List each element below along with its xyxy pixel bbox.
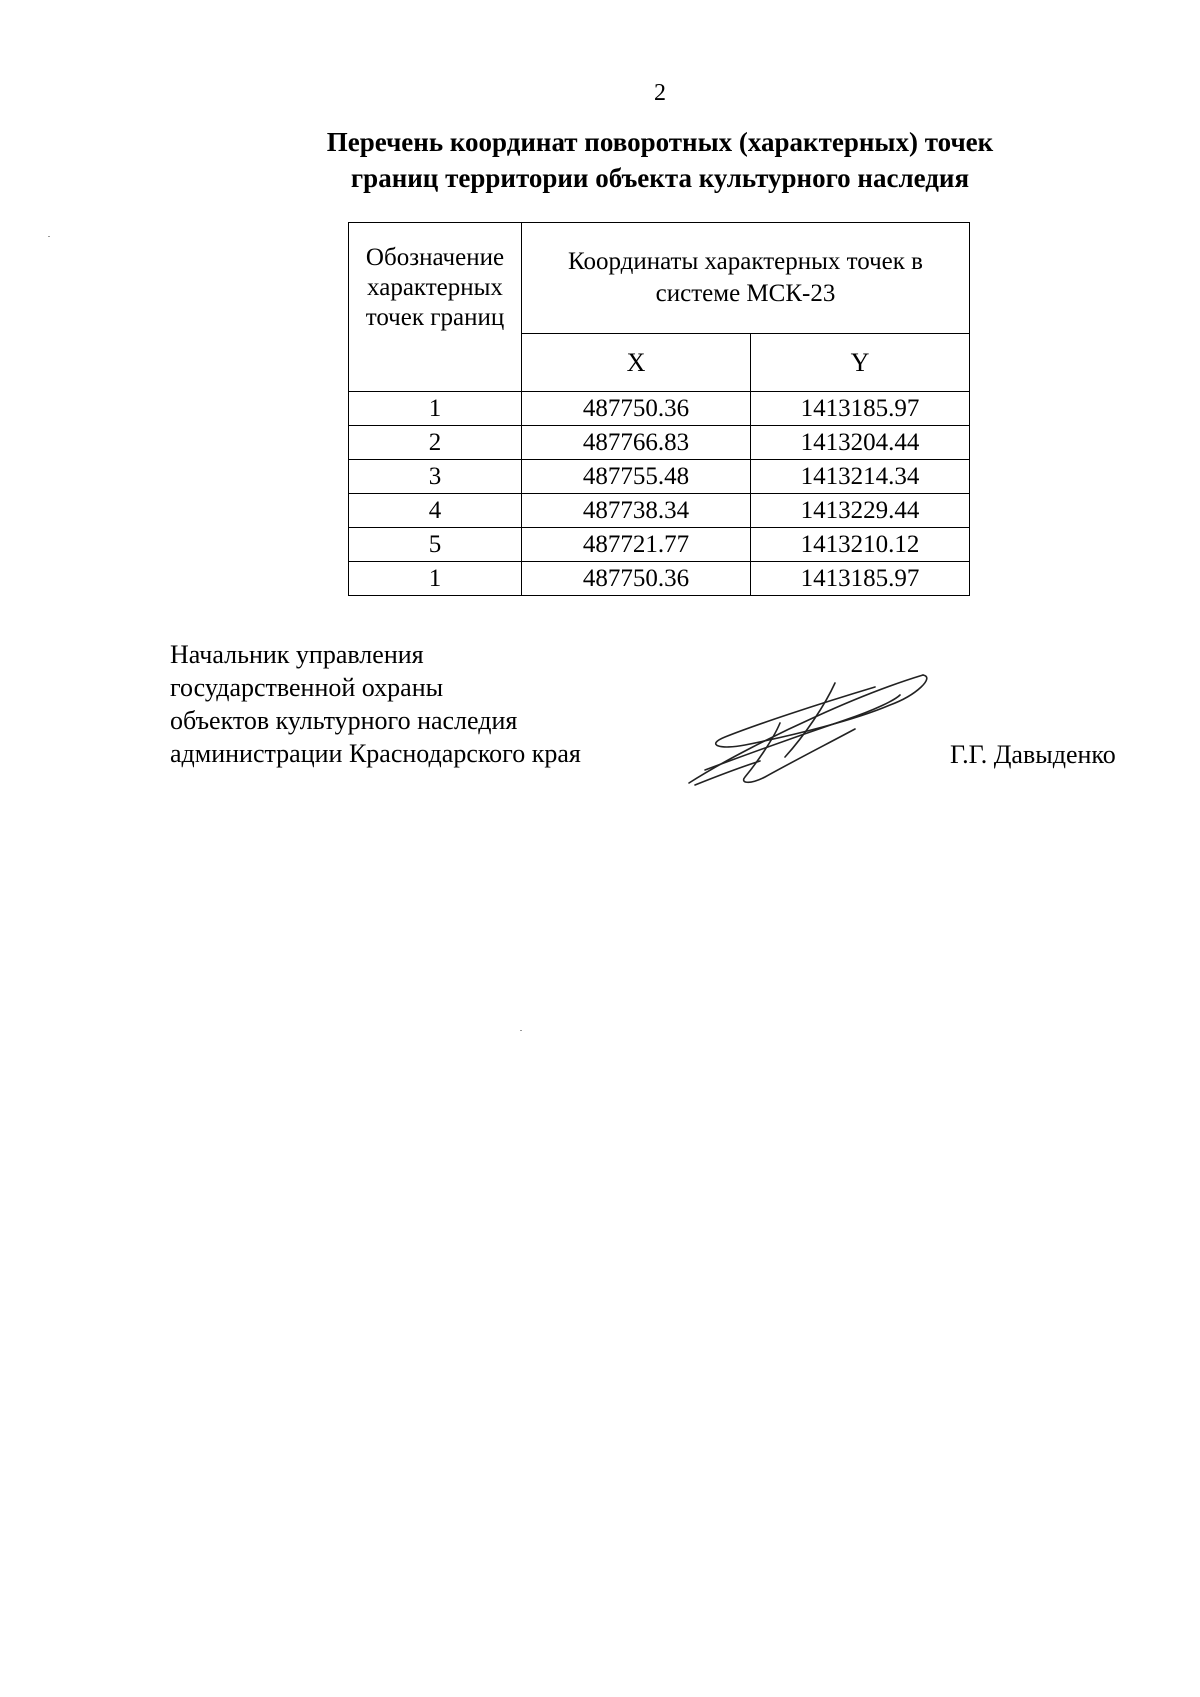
point-cell: 1 [349, 392, 522, 426]
header-designation: Обозначение характерных точек границ [349, 223, 522, 392]
y-cell: 1413210.12 [751, 528, 970, 562]
signer-line-4: администрации Краснодарского края [170, 739, 581, 768]
x-cell: 487755.48 [522, 460, 751, 494]
signer-line-1: Начальник управления [170, 640, 424, 669]
y-cell: 1413229.44 [751, 494, 970, 528]
x-cell: 487738.34 [522, 494, 751, 528]
signer-position [170, 638, 581, 770]
header-coordinate-system: Координаты характерных точек в системе МСК-23 [522, 223, 970, 334]
scan-speck [48, 236, 50, 237]
table-row [349, 426, 970, 460]
table-row [349, 392, 970, 426]
y-cell: 1413185.97 [751, 562, 970, 596]
title-line-1: Перечень координат поворотных (характерных) точек [326, 127, 994, 157]
table-row [349, 494, 970, 528]
document-title [260, 124, 1060, 196]
header-y: Y [751, 334, 970, 392]
point-cell: 2 [349, 426, 522, 460]
scan-speck [520, 1030, 522, 1031]
y-cell: 1413204.44 [751, 426, 970, 460]
signer-name: Г.Г. Давыденко [950, 740, 1116, 769]
point-cell: 1 [349, 562, 522, 596]
point-cell: 5 [349, 528, 522, 562]
y-cell: 1413185.97 [751, 392, 970, 426]
page-number: 2 [654, 80, 666, 106]
title-line-2: границ территории объекта культурного наследия [350, 163, 970, 193]
header-x: X [522, 334, 751, 392]
table-row [349, 562, 970, 596]
point-cell: 4 [349, 494, 522, 528]
x-cell: 487750.36 [522, 562, 751, 596]
coordinates-table [348, 222, 970, 596]
signer-line-3: объектов культурного наследия [170, 706, 518, 735]
signer-line-2: государственной охраны [170, 673, 444, 702]
table-row [349, 460, 970, 494]
handwritten-signature [685, 665, 935, 795]
x-cell: 487750.36 [522, 392, 751, 426]
x-cell: 487766.83 [522, 426, 751, 460]
x-cell: 487721.77 [522, 528, 751, 562]
table-row [349, 528, 970, 562]
y-cell: 1413214.34 [751, 460, 970, 494]
point-cell: 3 [349, 460, 522, 494]
